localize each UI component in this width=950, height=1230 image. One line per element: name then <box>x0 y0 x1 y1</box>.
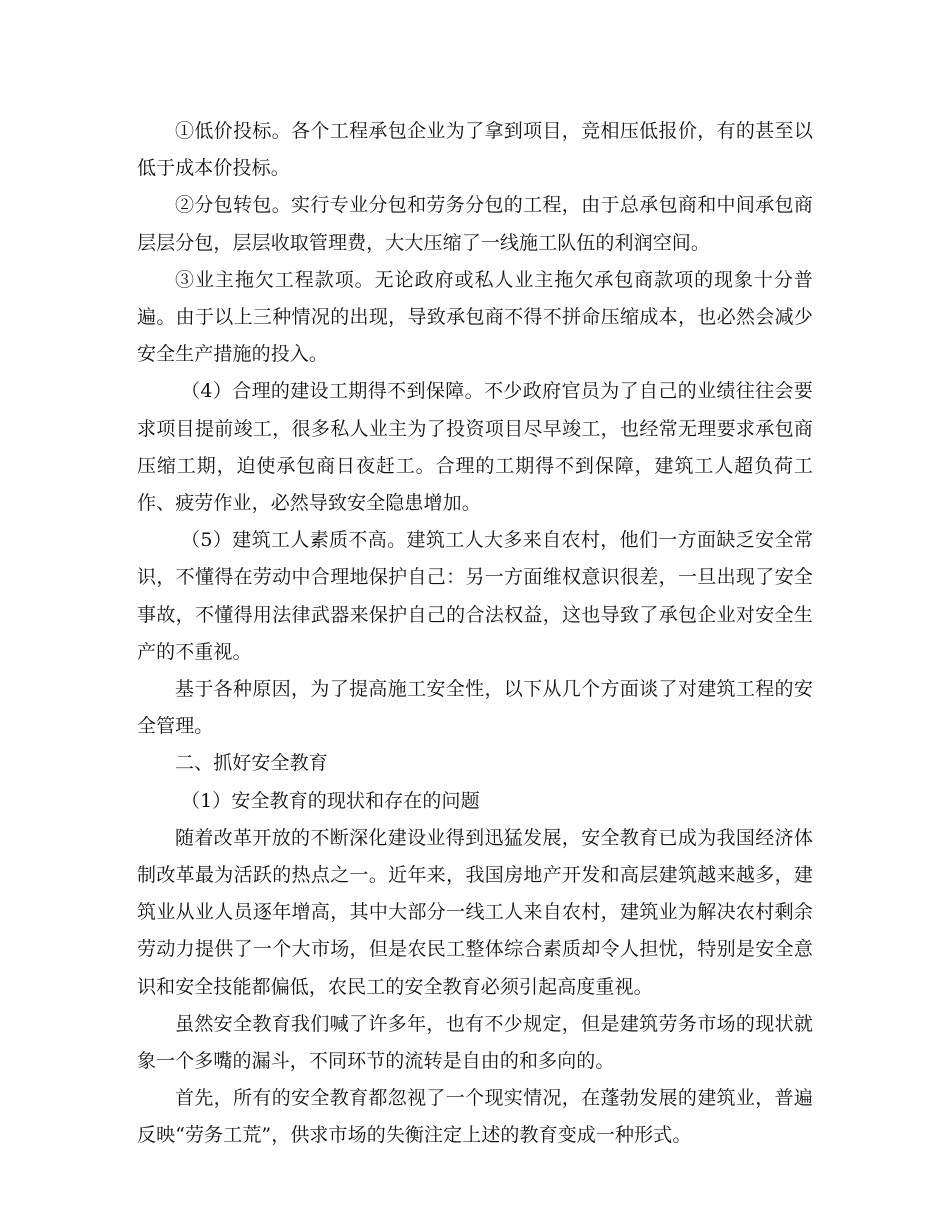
section-heading-safety-education: 二、抓好安全教育 <box>175 752 328 775</box>
subsection-heading-education-status: （1）安全教育的现状和存在的问题 <box>181 789 480 812</box>
paragraph-safety-management-intro: 基于各种原因，为了提高施工安全性，以下从几个方面谈了对建筑工程的安全管理。 <box>137 678 813 738</box>
paragraph-subcontracting: ②分包转包。实行专业分包和劳务分包的工程，由于总承包商和中间承包商层层分包，层层收取管理费，大大压缩了一线施工队伍的利润空间。 <box>137 194 813 254</box>
paragraph-construction-period: （4）合理的建设工期得不到保障。不少政府官员为了自己的业绩往往会要求项目提前竣工，很多私人业主为了投资项目尽早竣工，也经常无理要求承包商压缩工期，迫使承包商日夜赶工。合理的工期得不到保障，建筑工人超负荷工作、疲劳作业，必然导致安全隐患增加。 <box>137 380 813 515</box>
paragraph-reform-development: 随着改革开放的不断深化建设业得到迅猛发展，安全教育已成为我国经济体制改革最为活跃的热点之一。近年来，我国房地产开发和高层建筑越来越多，建筑业从业人员逐年增高，其中大部分一线工人来自农村，建筑业为解决农村剩余劳动力提供了一个大市场，但是农民工整体综合素质却令人担忧，特别是安全意识和安全技能都偏低，农民工的安全教育必须引起高度重视。 <box>137 826 813 998</box>
paragraph-labor-shortage: 首先，所有的安全教育都忽视了一个现实情况，在蓬勃发展的建筑业，普遍反映“劳务工荒”，供求市场的失衡注定上述的教育变成一种形式。 <box>137 1087 813 1147</box>
document-body <box>137 113 813 1155</box>
paragraph-labor-market-funnel: 虽然安全教育我们喊了许多年，也有不少规定，但是建筑劳务市场的现状就象一个多嘴的漏斗，不同环节的流转是自由的和多向的。 <box>137 1012 813 1073</box>
paragraph-worker-quality: （5）建筑工人素质不高。建筑工人大多来自农村，他们一方面缺乏安全常识，不懂得在劳动中合理地保护自己：另一方面维权意识很差，一旦出现了安全事故，不懂得用法律武器来保护自己的合法权益，这也导致了承包企业对安全生产的不重视。 <box>137 529 813 663</box>
paragraph-low-price-bidding: ①低价投标。各个工程承包企业为了拿到项目，竞相压低报价，有的甚至以低于成本价投标。 <box>137 120 813 180</box>
paragraph-payment-arrears: ③业主拖欠工程款项。无论政府或私人业主拖欠承包商款项的现象十分普遍。由于以上三种情况的出现，导致承包商不得不拼命压缩成本，也必然会减少安全生产措施的投入。 <box>137 268 813 366</box>
